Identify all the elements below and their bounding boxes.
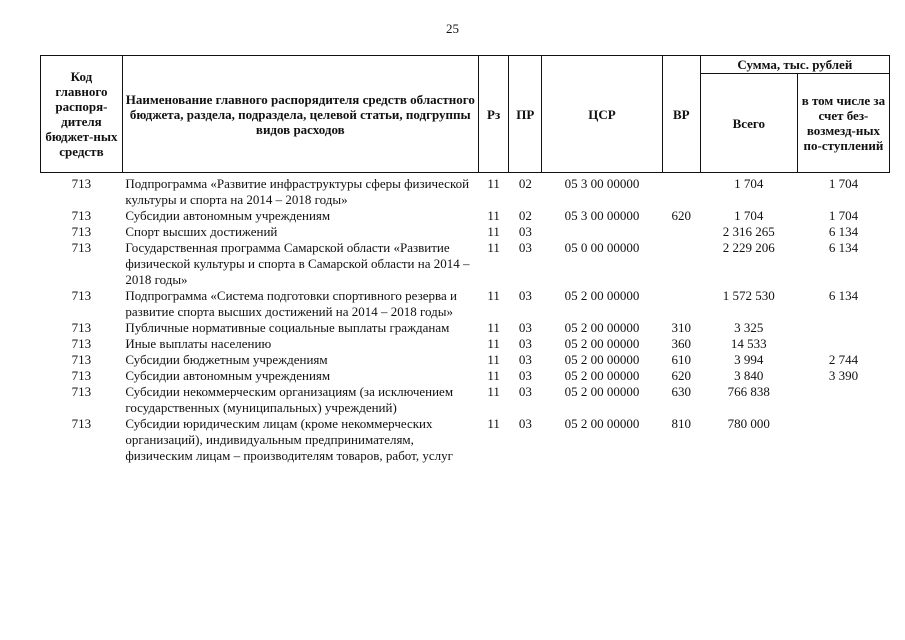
- row-csr: 05 2 00 00000: [564, 352, 640, 367]
- row-vr: [662, 240, 700, 288]
- row-csr: 05 2 00 00000: [564, 288, 640, 303]
- row-name: Подпрограмма «Развитие инфраструктуры сферы физической культуры и спорта на 2014 – 2018 годы»: [125, 176, 470, 207]
- row-pr: 03: [518, 368, 532, 383]
- row-pr: 02: [518, 208, 532, 223]
- row-rz: 11: [487, 224, 500, 239]
- row-pr: 03: [518, 384, 532, 399]
- row-free: 2 744: [828, 352, 859, 367]
- row-vr: [662, 224, 700, 240]
- row-name: Иные выплаты населению: [125, 336, 272, 351]
- row-total: 1 704: [734, 208, 764, 223]
- row-rz: 11: [487, 368, 500, 383]
- row-free: 1 704: [828, 208, 859, 223]
- row-csr: [542, 224, 663, 240]
- table-row: [41, 368, 890, 384]
- row-pr: 03: [518, 336, 532, 351]
- row-total: 780 000: [727, 416, 770, 431]
- row-vr: 620: [671, 368, 692, 383]
- row-code: 713: [71, 368, 92, 383]
- row-csr: 05 3 00 00000: [564, 176, 640, 191]
- row-vr: 620: [671, 208, 692, 223]
- table-row: [41, 208, 890, 224]
- header-name: Наименование главного распорядителя средств областного бюджета, раздела, подраздела, целевой статьи, подгруппы видов расходов: [122, 56, 478, 173]
- header-csr: ЦСР: [542, 56, 663, 173]
- row-pr: 03: [518, 224, 532, 239]
- row-name: Спорт высших достижений: [125, 224, 278, 239]
- row-rz: 11: [487, 288, 500, 303]
- header-vr: ВР: [662, 56, 700, 173]
- row-code: 713: [71, 384, 92, 399]
- row-rz: 11: [487, 352, 500, 367]
- row-pr: 03: [518, 240, 532, 255]
- header-pr: ПР: [509, 56, 542, 173]
- row-code: 713: [71, 352, 92, 367]
- header-sum-group: Сумма, тыс. рублей: [700, 56, 889, 74]
- row-vr: [662, 288, 700, 320]
- row-free: [797, 384, 889, 416]
- row-csr: 05 2 00 00000: [564, 320, 640, 335]
- row-rz: 11: [487, 176, 500, 191]
- row-vr: 610: [671, 352, 692, 367]
- row-name: Подпрограмма «Система подготовки спортивного резерва и развитие спорта высших достижений на 2014 – 2018 годы»: [125, 288, 457, 319]
- row-free: [797, 336, 889, 352]
- row-csr: 05 2 00 00000: [564, 384, 640, 399]
- row-name: Государственная программа Самарской области «Развитие физической культуры и спорта в Самарской области на 2014 – 2018 годы»: [125, 240, 470, 287]
- row-name: Субсидии автономным учреждениям: [125, 208, 331, 223]
- row-code: 713: [71, 288, 92, 303]
- row-code: 713: [71, 224, 92, 239]
- row-rz: 11: [487, 416, 500, 431]
- budget-table: [40, 55, 890, 464]
- row-code: 713: [71, 176, 92, 191]
- row-csr: 05 2 00 00000: [564, 368, 640, 383]
- row-free: 1 704: [828, 176, 859, 191]
- table-header: [41, 56, 890, 173]
- page-number: 25: [446, 21, 459, 36]
- row-pr: 03: [518, 288, 532, 303]
- row-vr: 360: [671, 336, 692, 351]
- row-total: 766 838: [727, 384, 770, 399]
- row-code: 713: [71, 336, 92, 351]
- row-vr: 630: [671, 384, 692, 399]
- row-vr: [662, 176, 700, 208]
- header-code: Код главного распоря-дителя бюджет-ных средств: [41, 56, 123, 173]
- row-name: Субсидии бюджетным учреждениям: [125, 352, 328, 367]
- row-rz: 11: [487, 336, 500, 351]
- table-row: [41, 416, 890, 464]
- row-name: Субсидии автономным учреждениям: [125, 368, 331, 383]
- table-row: [41, 336, 890, 352]
- row-name: Публичные нормативные социальные выплаты гражданам: [125, 320, 450, 335]
- row-total: 14 533: [730, 336, 767, 351]
- row-free: [797, 416, 889, 464]
- row-free: 6 134: [828, 224, 859, 239]
- row-csr: 05 2 00 00000: [564, 336, 640, 351]
- table-row: [41, 176, 890, 208]
- table-row: [41, 384, 890, 416]
- row-pr: 03: [518, 320, 532, 335]
- row-vr: 310: [671, 320, 692, 335]
- table-row: [41, 240, 890, 288]
- row-pr: 03: [518, 352, 532, 367]
- row-free: [797, 320, 889, 336]
- row-rz: 11: [487, 320, 500, 335]
- row-free: 6 134: [828, 288, 859, 303]
- row-free: 3 390: [828, 368, 859, 383]
- row-rz: 11: [487, 240, 500, 255]
- row-code: 713: [71, 416, 92, 431]
- row-total: 3 325: [734, 320, 764, 335]
- row-total: 3 994: [734, 352, 764, 367]
- table-row: [41, 224, 890, 240]
- row-total: 3 840: [734, 368, 764, 383]
- row-csr: 05 2 00 00000: [564, 416, 640, 431]
- row-free: 6 134: [828, 240, 859, 255]
- row-total: 2 316 265: [722, 224, 775, 239]
- row-name: Субсидии юридическим лицам (кроме некоммерческих организаций), индивидуальным предпринимателям, физическим лицам – производителям товаров, работ, услуг: [125, 416, 453, 463]
- row-total: 2 229 206: [722, 240, 775, 255]
- row-code: 713: [71, 208, 92, 223]
- row-vr: 810: [671, 416, 692, 431]
- row-pr: 02: [518, 176, 532, 191]
- row-name: Субсидии некоммерческим организациям (за исключением государственных (муниципальных) учреждений): [125, 384, 454, 415]
- row-rz: 11: [487, 208, 500, 223]
- row-rz: 11: [487, 384, 500, 399]
- row-total: 1 572 530: [722, 288, 775, 303]
- header-rz: Рз: [478, 56, 509, 173]
- table-row: [41, 320, 890, 336]
- row-code: 713: [71, 320, 92, 335]
- header-free: в том числе за счет без-возмезд-ных по-ступлений: [797, 74, 889, 173]
- row-csr: 05 0 00 00000: [564, 240, 640, 255]
- header-total: Всего: [700, 74, 797, 173]
- row-code: 713: [71, 240, 92, 255]
- row-total: 1 704: [734, 176, 764, 191]
- row-pr: 03: [518, 416, 532, 431]
- row-csr: 05 3 00 00000: [564, 208, 640, 223]
- table-body: [41, 173, 890, 465]
- table-row: [41, 288, 890, 320]
- table-row: [41, 352, 890, 368]
